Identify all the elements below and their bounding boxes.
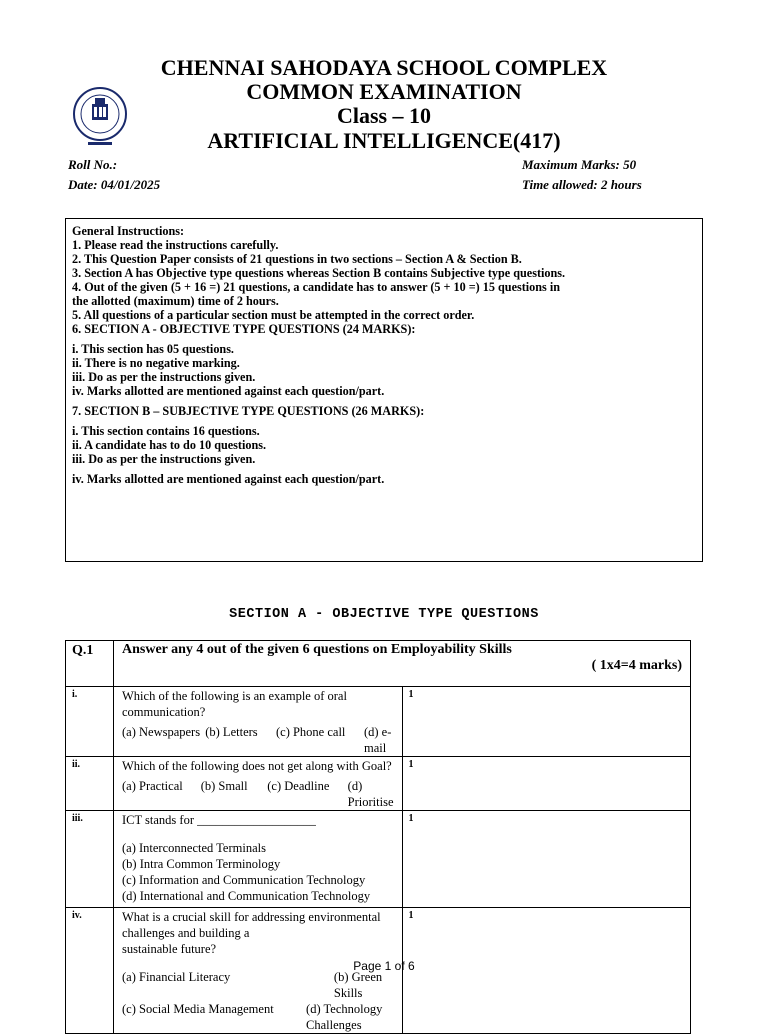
time-allowed: Time allowed: 2 hours bbox=[522, 177, 642, 192]
instruction-line: 4. Out of the given (5 + 16 =) 21 questions, a candidate has to answer (5 + 10 =) 15 questions in bbox=[72, 280, 561, 294]
sub-question-number: iii. bbox=[66, 811, 114, 908]
sub-question-text: ICT stands for ___________________ bbox=[122, 813, 316, 827]
question-prompt bbox=[114, 641, 691, 687]
options-row bbox=[122, 969, 394, 1001]
option: (a) Interconnected Terminals bbox=[122, 841, 266, 855]
option: (d) e-mail bbox=[363, 725, 392, 755]
instruction-line: iii. Do as per the instructions given. bbox=[72, 452, 256, 466]
sub-question-mark: 1 bbox=[402, 908, 691, 1034]
exam-date: Date: 04/01/2025 bbox=[68, 177, 161, 192]
option: (b) Green Skills bbox=[333, 970, 383, 1000]
question-marks: ( 1x4=4 marks) bbox=[591, 658, 682, 673]
section-a-heading: SECTION A - OBJECTIVE TYPE QUESTIONS bbox=[229, 607, 539, 622]
sub-question-mark: 1 bbox=[402, 757, 691, 811]
sub-question-text: Which of the following does not get along with Goal? bbox=[122, 759, 392, 773]
option: (a) Financial Literacy bbox=[122, 970, 231, 984]
instruction-line: 6. SECTION A - OBJECTIVE TYPE QUESTIONS (24 MARKS): bbox=[72, 322, 416, 336]
instruction-line: ii. A candidate has to do 10 questions. bbox=[72, 438, 267, 452]
option: (d) International and Communication Technology bbox=[122, 889, 371, 903]
instruction-line: 7. SECTION B – SUBJECTIVE TYPE QUESTIONS (26 MARKS): bbox=[72, 404, 425, 418]
option: (b) Intra Common Terminology bbox=[122, 857, 281, 871]
question-header-row bbox=[66, 641, 691, 687]
instruction-line: General Instructions: bbox=[72, 224, 185, 238]
options-row bbox=[122, 1001, 394, 1033]
option: (c) Social Media Management bbox=[122, 1002, 274, 1016]
instruction-line: 3. Section A has Objective type questions whereas Section B contains Subjective type questions. bbox=[72, 266, 566, 280]
instruction-line: 5. All questions of a particular section must be attempted in the correct order. bbox=[72, 308, 475, 322]
sub-question-text: sustainable future? bbox=[122, 942, 217, 956]
table-row bbox=[66, 757, 691, 811]
instruction-line: iv. Marks allotted are mentioned against each question/part. bbox=[72, 384, 385, 398]
option: (c) Deadline bbox=[267, 779, 330, 793]
instruction-line: iv. Marks allotted are mentioned against each question/part. bbox=[72, 472, 385, 486]
sub-question-number: ii. bbox=[66, 757, 114, 811]
instruction-line: 2. This Question Paper consists of 21 questions in two sections – Section A & Section B. bbox=[72, 252, 522, 266]
instruction-line: i. This section has 05 questions. bbox=[72, 342, 234, 356]
sub-question bbox=[114, 757, 403, 811]
table-row bbox=[66, 687, 691, 757]
option: (d) Prioritise bbox=[347, 779, 394, 809]
subject-title: ARTIFICIAL INTELLIGENCE(417) bbox=[207, 128, 561, 153]
option: (b) Letters bbox=[205, 725, 258, 739]
option: (c) Phone call bbox=[275, 725, 346, 739]
sub-question bbox=[114, 687, 403, 757]
question-table bbox=[65, 640, 691, 1034]
page-number-footer: Page 1 of 6 bbox=[353, 959, 415, 973]
instruction-line: the allotted (maximum) time of 2 hours. bbox=[72, 294, 279, 308]
sub-question-text: What is a crucial skill for addressing environmental challenges and building a bbox=[122, 910, 381, 940]
exam-name: COMMON EXAMINATION bbox=[246, 79, 522, 104]
options-row bbox=[122, 724, 394, 756]
exam-title-block bbox=[0, 56, 768, 153]
option: (b) Small bbox=[200, 779, 248, 793]
maximum-marks: Maximum Marks: 50 bbox=[522, 157, 637, 172]
option: (a) Newspapers bbox=[122, 725, 201, 739]
roll-number-label: Roll No.: bbox=[68, 157, 118, 172]
school-name: CHENNAI SAHODAYA SCHOOL COMPLEX bbox=[160, 55, 608, 80]
option: (d) Technology Challenges bbox=[306, 1002, 383, 1032]
sub-question-number: iv. bbox=[66, 908, 114, 1034]
sub-question-number: i. bbox=[66, 687, 114, 757]
instruction-line: ii. There is no negative marking. bbox=[72, 356, 240, 370]
question-number: Q.1 bbox=[66, 641, 114, 687]
instruction-line: iii. Do as per the instructions given. bbox=[72, 370, 256, 384]
sub-question bbox=[114, 811, 403, 908]
sub-question-mark: 1 bbox=[402, 811, 691, 908]
option: (c) Information and Communication Technology bbox=[122, 873, 366, 887]
class-label: Class – 10 bbox=[336, 103, 432, 128]
option: (a) Practical bbox=[122, 779, 183, 793]
question-text: Answer any 4 out of the given 6 questions on Employability Skills bbox=[122, 642, 512, 657]
table-row bbox=[66, 811, 691, 908]
sub-question-mark: 1 bbox=[402, 687, 691, 757]
sub-question-text: Which of the following is an example of oral communication? bbox=[122, 689, 347, 719]
options-row bbox=[122, 778, 394, 810]
general-instructions-box bbox=[65, 218, 703, 562]
instruction-line: 1. Please read the instructions carefully. bbox=[72, 238, 279, 252]
instruction-line: i. This section contains 16 questions. bbox=[72, 424, 260, 438]
